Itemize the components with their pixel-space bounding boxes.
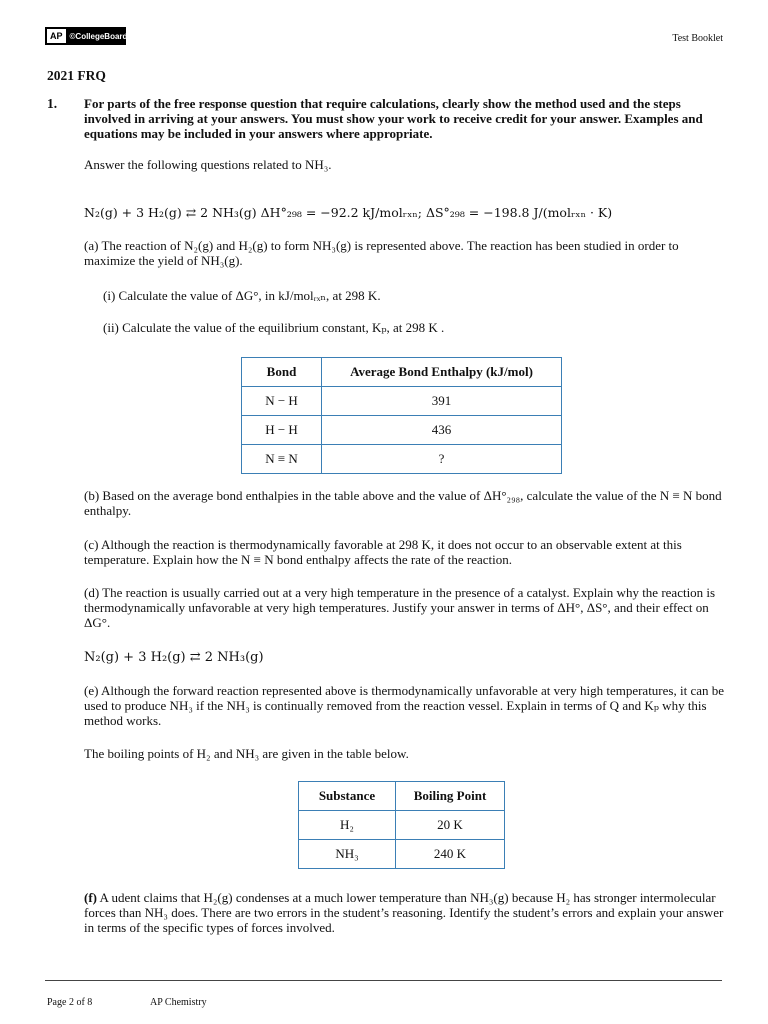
table-row: [242, 387, 562, 416]
bond-enthalpy-table: [241, 357, 562, 474]
page-number: Page 2 of 8: [47, 997, 93, 1008]
ap-logo-mark: AP: [47, 29, 66, 43]
table-header-row: [299, 782, 505, 811]
substance-cell: NH₃: [299, 840, 396, 869]
collegeboard-logo: [45, 27, 126, 45]
part-a-text: (a) The reaction of N₂(g) and H₂(g) to form NH₃(g) is represented above. The reaction has been studied in order to maximize the yield of NH₃(g).: [84, 238, 679, 268]
part-f-label: (f): [84, 890, 97, 905]
enthalpy-cell: 436: [322, 416, 562, 445]
reaction-equation-2: N₂(g) + 3 H₂(g) ⇄ 2 NH₃(g): [84, 650, 264, 665]
question-intro: Answer the following questions related to NH₃.: [84, 157, 332, 172]
bond-cell: N − H: [242, 387, 322, 416]
table-row: [242, 445, 562, 474]
part-c-text: (c) Although the reaction is thermodynamically favorable at 298 K, it does not occur to an observable extent at this temperature. Explain how the N ≡ N bond enthalpy affects the rate of the reaction.: [84, 537, 682, 567]
page-title: 2021 FRQ: [47, 68, 106, 83]
table-header-cell: Bond: [242, 358, 322, 387]
boiling-point-intro: The boiling points of H₂ and NH₃ are given in the table below.: [84, 746, 409, 761]
enthalpy-cell: 391: [322, 387, 562, 416]
substance-cell: H₂: [299, 811, 396, 840]
table-header-cell: Average Bond Enthalpy (kJ/mol): [322, 358, 562, 387]
part-a-ii-text: (ii) Calculate the value of the equilibrium constant, Kₚ, at 298 K .: [103, 320, 445, 335]
part-e-text: (e) Although the forward reaction represented above is thermodynamically unfavorable at very high temperatures, it can be used to produce NH₃ if the NH₃ is continually removed from the reaction vessel. Explain in terms of Q and Kₚ why this method works.: [84, 683, 725, 728]
part-a-i-text: (i) Calculate the value of ΔG°, in kJ/molᵣₓₙ, at 298 K.: [103, 288, 381, 303]
part-f-body: A udent claims that H₂(g) condenses at a much lower temperature than NH₃(g) because H₂ has stronger intermolecular forces than NH₃ does. There are two errors in the student’s reasoning. Identify the student’s errors and explain your answer in terms of the specific types of forces involved.: [84, 890, 724, 935]
question-number: 1.: [47, 96, 58, 111]
table-row: [299, 840, 505, 869]
subject-label: AP Chemistry: [150, 997, 207, 1008]
boiling-point-table: [298, 781, 505, 869]
part-b-text: (b) Based on the average bond enthalpies in the table above and the value of ΔH°₂₉₈, calculate the value of the N ≡ N bond enthalpy.: [84, 488, 722, 518]
footer-divider: [45, 980, 722, 981]
table-header-cell: Substance: [299, 782, 396, 811]
enthalpy-cell: ?: [322, 445, 562, 474]
table-header-row: [242, 358, 562, 387]
part-f-text: [84, 890, 724, 935]
bond-cell: N ≡ N: [242, 445, 322, 474]
boiling-point-cell: 240 K: [396, 840, 505, 869]
reaction-equation-1: N₂(g) + 3 H₂(g) ⇄ 2 NH₃(g) ΔH°₂₉₈ = −92.2 kJ/molᵣₓₙ; ΔS°₂₉₈ = −198.8 J/(molᵣₓₙ · K): [84, 205, 613, 220]
boiling-point-cell: 20 K: [396, 811, 505, 840]
part-d-text: (d) The reaction is usually carried out at a very high temperature in the presence of a catalyst. Explain why the reaction is thermodynamically unfavorable at very high temperatures. Justify your answer in terms of ΔH°, ΔS°, and their effect on ΔG°.: [84, 585, 716, 630]
bond-cell: H − H: [242, 416, 322, 445]
test-booklet-label: Test Booklet: [672, 33, 723, 44]
question-instructions: For parts of the free response question that require calculations, clearly show the method used and the steps involved in arriving at your answers. You must show your work to receive credit for your answer. Examples and equations may be included in your answers where appropriate.: [84, 96, 703, 141]
table-row: [242, 416, 562, 445]
collegeboard-wordmark: ©CollegeBoard: [69, 31, 128, 41]
table-row: [299, 811, 505, 840]
table-header-cell: Boiling Point: [396, 782, 505, 811]
